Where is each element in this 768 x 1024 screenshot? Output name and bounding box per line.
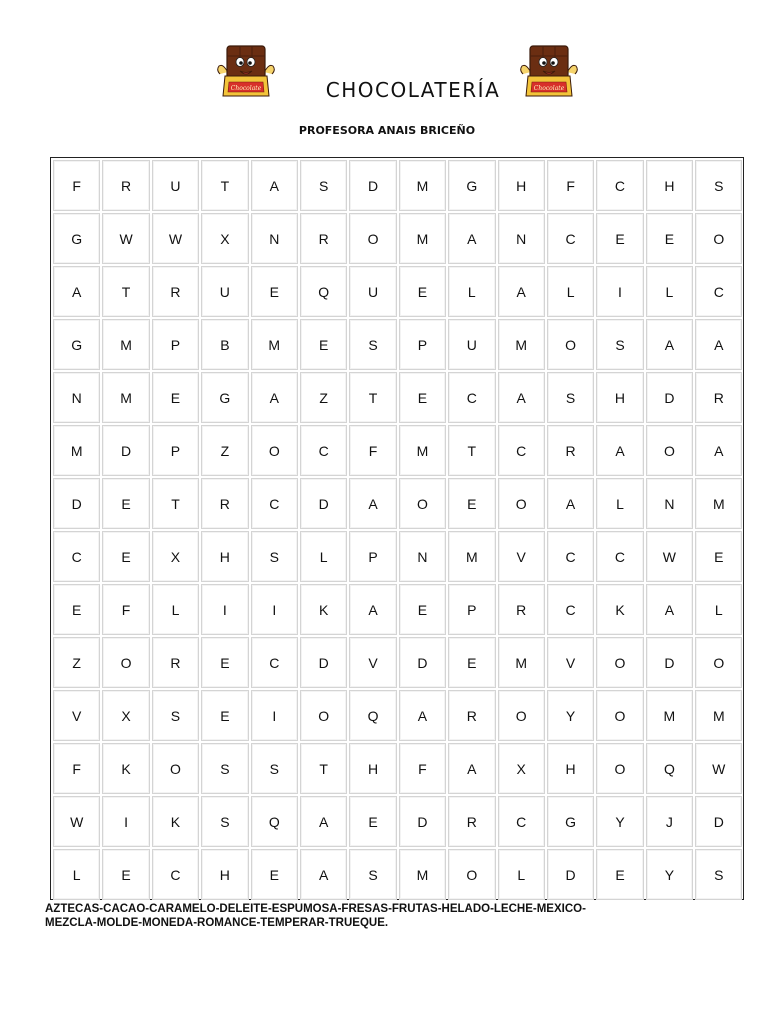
grid-cell: O xyxy=(695,637,742,688)
grid-cell: M xyxy=(399,849,446,900)
grid-cell: A xyxy=(596,425,643,476)
grid-cell: W xyxy=(152,213,199,264)
grid-cell: R xyxy=(102,160,149,211)
grid-cell: M xyxy=(695,690,742,741)
grid-cell: O xyxy=(349,213,396,264)
grid-cell: T xyxy=(102,266,149,317)
grid-cell: C xyxy=(251,478,298,529)
grid-cell: A xyxy=(498,266,545,317)
grid-cell: G xyxy=(53,213,100,264)
grid-cell: X xyxy=(102,690,149,741)
grid-cell: E xyxy=(399,584,446,635)
grid-cell: S xyxy=(695,849,742,900)
grid-cell: A xyxy=(53,266,100,317)
grid-cell: E xyxy=(102,849,149,900)
grid-cell: X xyxy=(201,213,248,264)
grid-cell: N xyxy=(399,531,446,582)
grid-cell: E xyxy=(201,690,248,741)
grid-cell: O xyxy=(102,637,149,688)
grid-cell: A xyxy=(251,160,298,211)
grid-cell: L xyxy=(596,478,643,529)
grid-cell: Z xyxy=(201,425,248,476)
grid-cell: E xyxy=(251,849,298,900)
grid-cell: E xyxy=(300,319,347,370)
grid-cell: C xyxy=(596,160,643,211)
grid-cell: X xyxy=(152,531,199,582)
grid-cell: O xyxy=(547,319,594,370)
grid-cell: O xyxy=(152,743,199,794)
grid-cell: C xyxy=(251,637,298,688)
grid-cell: M xyxy=(399,213,446,264)
grid-cell: S xyxy=(349,849,396,900)
word-search-puzzle xyxy=(50,157,744,900)
grid-cell: B xyxy=(201,319,248,370)
grid-cell: N xyxy=(251,213,298,264)
grid-cell: S xyxy=(300,160,347,211)
grid-cell: R xyxy=(448,796,495,847)
grid-cell: N xyxy=(53,372,100,423)
grid-cell: O xyxy=(300,690,347,741)
grid-cell: O xyxy=(596,743,643,794)
teacher-name: PROFESORA ANAIS BRICEÑO xyxy=(298,124,476,137)
grid-cell: D xyxy=(695,796,742,847)
grid-cell: D xyxy=(53,478,100,529)
grid-cell: C xyxy=(695,266,742,317)
grid-cell: O xyxy=(596,637,643,688)
grid-cell: L xyxy=(646,266,693,317)
grid-cell: I xyxy=(201,584,248,635)
grid-cell: M xyxy=(102,319,149,370)
grid-cell: R xyxy=(498,584,545,635)
grid-cell: C xyxy=(596,531,643,582)
grid-cell: P xyxy=(152,319,199,370)
grid-cell: D xyxy=(300,478,347,529)
grid-cell: D xyxy=(646,372,693,423)
grid-cell: C xyxy=(547,531,594,582)
grid-cell: Z xyxy=(53,637,100,688)
grid-cell: F xyxy=(53,160,100,211)
grid-cell: C xyxy=(547,213,594,264)
grid-cell: R xyxy=(695,372,742,423)
grid-cell: R xyxy=(152,637,199,688)
grid-cell: W xyxy=(102,213,149,264)
word-list xyxy=(45,902,685,930)
grid-cell: Q xyxy=(646,743,693,794)
grid-cell: P xyxy=(399,319,446,370)
grid-cell: S xyxy=(251,531,298,582)
grid-cell: C xyxy=(498,425,545,476)
grid-cell: E xyxy=(102,478,149,529)
grid-cell: J xyxy=(646,796,693,847)
grid-cell: R xyxy=(152,266,199,317)
grid-cell: U xyxy=(349,266,396,317)
grid-cell: M xyxy=(448,531,495,582)
grid-cell: P xyxy=(349,531,396,582)
grid-cell: S xyxy=(201,796,248,847)
grid-cell: A xyxy=(349,478,396,529)
grid-cell: A xyxy=(695,425,742,476)
grid-cell: O xyxy=(646,425,693,476)
grid-cell: L xyxy=(695,584,742,635)
grid-cell: O xyxy=(448,849,495,900)
grid-cell: C xyxy=(53,531,100,582)
grid-cell: C xyxy=(152,849,199,900)
grid-cell: R xyxy=(547,425,594,476)
grid-cell: A xyxy=(646,319,693,370)
grid-cell: Q xyxy=(349,690,396,741)
grid-cell: Y xyxy=(547,690,594,741)
grid-cell: Y xyxy=(596,796,643,847)
grid-cell: F xyxy=(547,160,594,211)
grid-cell: C xyxy=(448,372,495,423)
grid-cell: S xyxy=(152,690,199,741)
grid-cell: H xyxy=(596,372,643,423)
grid-cell: S xyxy=(201,743,248,794)
grid-cell: E xyxy=(448,637,495,688)
grid-cell: S xyxy=(349,319,396,370)
grid-cell: T xyxy=(152,478,199,529)
grid-cell: N xyxy=(498,213,545,264)
grid-cell: X xyxy=(498,743,545,794)
grid-cell: D xyxy=(547,849,594,900)
grid-cell: F xyxy=(53,743,100,794)
grid-cell: U xyxy=(201,266,248,317)
grid-cell: S xyxy=(596,319,643,370)
grid-cell: K xyxy=(300,584,347,635)
grid-cell: E xyxy=(596,213,643,264)
grid-cell: H xyxy=(646,160,693,211)
grid-cell: I xyxy=(251,690,298,741)
grid-cell: C xyxy=(498,796,545,847)
grid-cell: L xyxy=(547,266,594,317)
grid-cell: M xyxy=(399,425,446,476)
grid-cell: A xyxy=(695,319,742,370)
grid-cell: E xyxy=(251,266,298,317)
grid-cell: C xyxy=(547,584,594,635)
grid-cell: O xyxy=(251,425,298,476)
grid-cell: O xyxy=(498,478,545,529)
grid-cell: T xyxy=(448,425,495,476)
grid-cell: D xyxy=(399,796,446,847)
grid-cell: E xyxy=(695,531,742,582)
grid-cell: A xyxy=(251,372,298,423)
grid-cell: U xyxy=(448,319,495,370)
grid-cell: O xyxy=(596,690,643,741)
grid-cell: M xyxy=(498,319,545,370)
grid-cell: S xyxy=(251,743,298,794)
grid-cell: Z xyxy=(300,372,347,423)
grid-cell: G xyxy=(448,160,495,211)
grid-cell: T xyxy=(349,372,396,423)
grid-cell: F xyxy=(399,743,446,794)
grid-cell: O xyxy=(399,478,446,529)
grid-cell: K xyxy=(596,584,643,635)
grid-cell: H xyxy=(349,743,396,794)
grid-cell: N xyxy=(646,478,693,529)
grid-cell: I xyxy=(251,584,298,635)
grid-cell: M xyxy=(399,160,446,211)
grid-cell: Y xyxy=(646,849,693,900)
svg-text:Chocolate: Chocolate xyxy=(533,85,565,92)
grid-cell: V xyxy=(547,637,594,688)
grid-cell: L xyxy=(448,266,495,317)
grid-cell: D xyxy=(399,637,446,688)
grid-cell: P xyxy=(152,425,199,476)
page-title: CHOCOLATERÍA xyxy=(325,78,501,102)
grid-cell: E xyxy=(53,584,100,635)
grid-cell: D xyxy=(646,637,693,688)
grid-cell: C xyxy=(300,425,347,476)
grid-cell: O xyxy=(498,690,545,741)
grid-cell: M xyxy=(695,478,742,529)
grid-cell: A xyxy=(349,584,396,635)
grid-cell: I xyxy=(596,266,643,317)
grid-cell: W xyxy=(646,531,693,582)
grid-cell: A xyxy=(399,690,446,741)
grid-cell: T xyxy=(201,160,248,211)
grid-cell: S xyxy=(547,372,594,423)
word-list-line-1: AZTECAS-CACAO-CARAMELO-DELEITE-ESPUMOSA-FRESAS-FRUTAS-HELADO-LECHE-MEXICO- xyxy=(45,903,586,915)
grid-cell: A xyxy=(300,849,347,900)
grid-cell: D xyxy=(102,425,149,476)
grid-cell: E xyxy=(646,213,693,264)
grid-cell: D xyxy=(300,637,347,688)
grid-cell: G xyxy=(53,319,100,370)
grid-cell: Q xyxy=(300,266,347,317)
grid-cell: M xyxy=(646,690,693,741)
grid-cell: H xyxy=(201,531,248,582)
grid-cell: T xyxy=(300,743,347,794)
grid-cell: W xyxy=(53,796,100,847)
grid-cell: R xyxy=(448,690,495,741)
grid-cell: A xyxy=(498,372,545,423)
grid-cell: H xyxy=(201,849,248,900)
grid-cell: S xyxy=(695,160,742,211)
grid-cell: F xyxy=(102,584,149,635)
grid-cell: A xyxy=(300,796,347,847)
grid-cell: E xyxy=(201,637,248,688)
grid-cell: E xyxy=(102,531,149,582)
grid-cell: U xyxy=(152,160,199,211)
grid-cell: V xyxy=(498,531,545,582)
grid-cell: G xyxy=(547,796,594,847)
grid-cell: K xyxy=(152,796,199,847)
grid-cell: E xyxy=(152,372,199,423)
grid-cell: A xyxy=(547,478,594,529)
grid-cell: E xyxy=(596,849,643,900)
grid-cell: E xyxy=(399,266,446,317)
grid-cell: L xyxy=(300,531,347,582)
word-list-line-2: MEZCLA-MOLDE-MONEDA-ROMANCE-TEMPERAR-TRUEQUE. xyxy=(45,917,389,929)
grid-cell: A xyxy=(448,743,495,794)
grid-cell: L xyxy=(53,849,100,900)
grid-cell: M xyxy=(102,372,149,423)
svg-text:Chocolate: Chocolate xyxy=(230,85,262,92)
grid-cell: R xyxy=(201,478,248,529)
grid-cell: L xyxy=(152,584,199,635)
grid-cell: E xyxy=(448,478,495,529)
grid-cell: P xyxy=(448,584,495,635)
word-search-grid xyxy=(52,159,742,901)
grid-cell: E xyxy=(399,372,446,423)
grid-cell: E xyxy=(349,796,396,847)
grid-cell: L xyxy=(498,849,545,900)
grid-cell: A xyxy=(448,213,495,264)
grid-cell: M xyxy=(53,425,100,476)
grid-cell: H xyxy=(498,160,545,211)
grid-cell: A xyxy=(646,584,693,635)
grid-cell: R xyxy=(300,213,347,264)
grid-cell: D xyxy=(349,160,396,211)
grid-cell: W xyxy=(695,743,742,794)
grid-cell: F xyxy=(349,425,396,476)
grid-cell: G xyxy=(201,372,248,423)
grid-cell: O xyxy=(695,213,742,264)
grid-cell: M xyxy=(498,637,545,688)
grid-cell: V xyxy=(53,690,100,741)
grid-cell: M xyxy=(251,319,298,370)
grid-cell: H xyxy=(547,743,594,794)
grid-cell: Q xyxy=(251,796,298,847)
grid-cell: V xyxy=(349,637,396,688)
grid-cell: K xyxy=(102,743,149,794)
grid-cell: I xyxy=(102,796,149,847)
